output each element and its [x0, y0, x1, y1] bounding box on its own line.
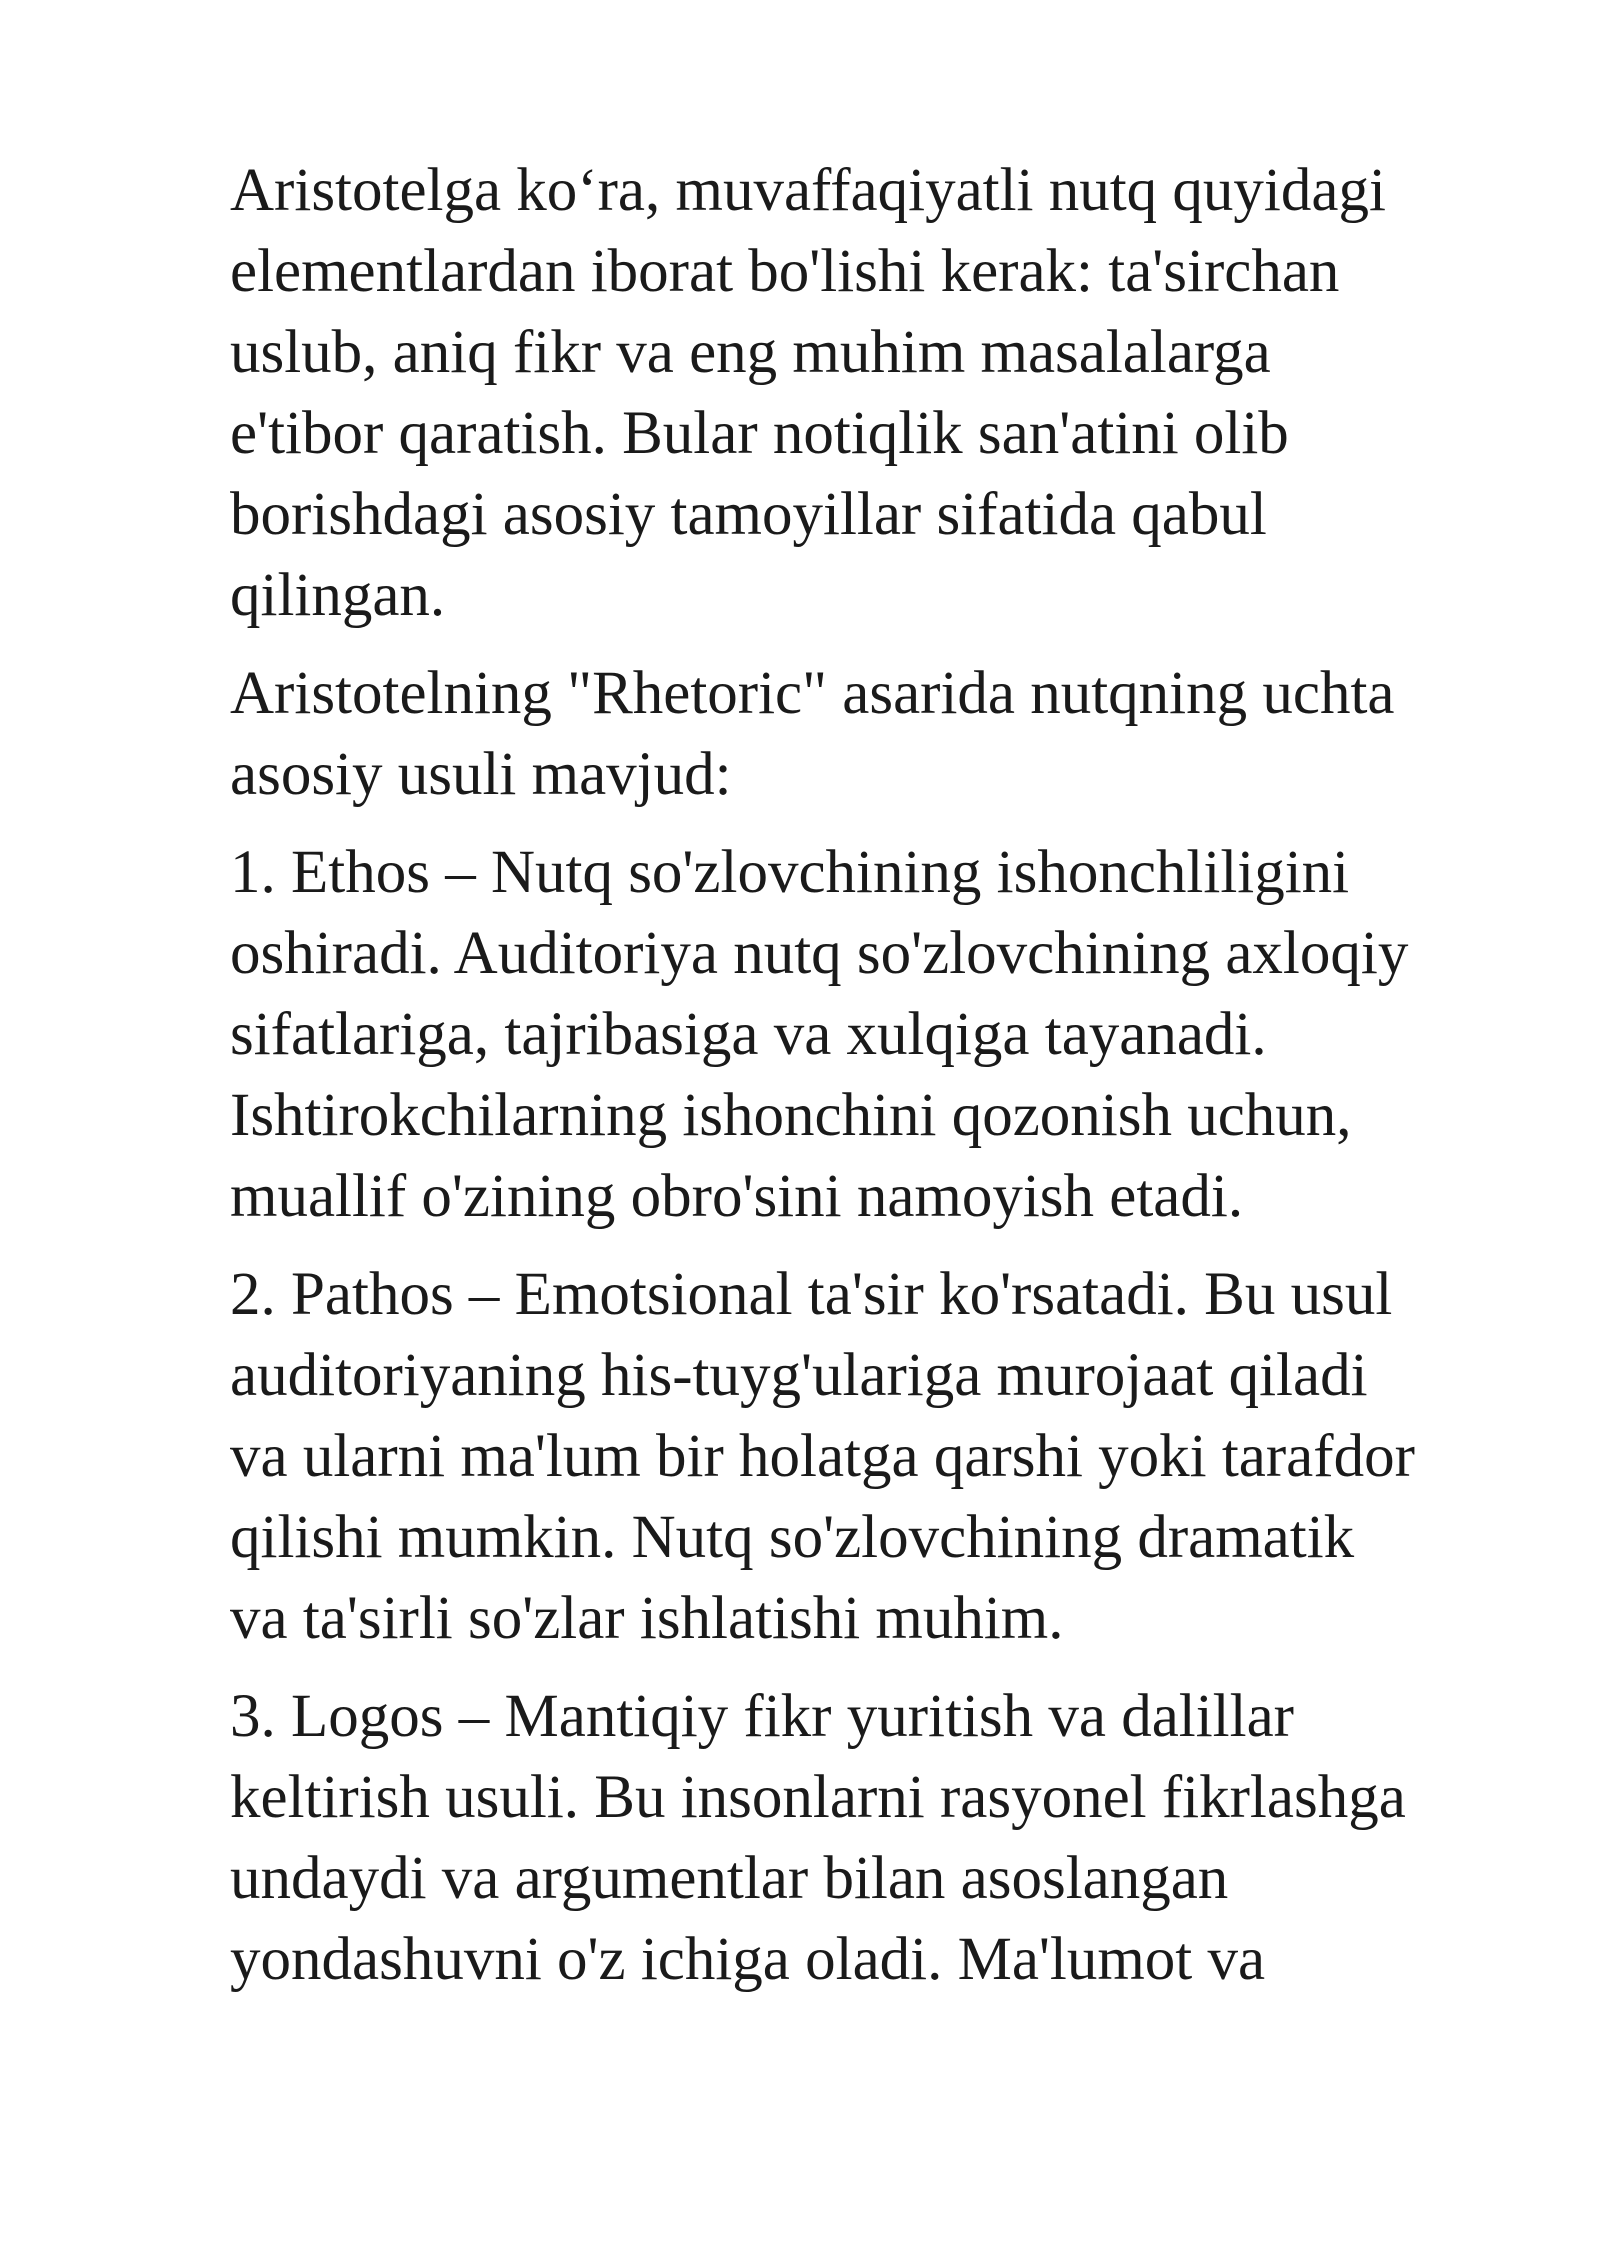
paragraph-logos: 3. Logos – Mantiqiy fikr yuritish va dalillar keltirish usuli. Bu insonlarni rasyonel fikrlashga undaydi va argumentlar bilan asoslangan yondashuvni o'z ichiga oladi. Ma'lumot va [230, 1683, 1406, 1993]
document-body [230, 150, 1530, 2017]
paragraph-intro: Aristotelga ko‘ra, muvaffaqiyatli nutq quyidagi elementlardan iborat bo'lishi kerak: ta'sirchan uslub, aniq fikr va eng muhim masalalarga e'tibor qaratish. Bular notiqlik san'atini olib borishdagi asosiy tamoyillar sifatida qabul qilingan. [230, 157, 1386, 629]
paragraph-ethos: 1. Ethos – Nutq so'zlovchining ishonchliligini oshiradi. Auditoriya nutq so'zlovchining axloqiy sifatlariga, tajribasiga va xulqiga tayanadi. Ishtirokchilarning ishonchini qozonish uchun, muallif o'zining obro'sini namoyish etadi. [230, 839, 1409, 1230]
paragraph-pathos: 2. Pathos – Emotsional ta'sir ko'rsatadi. Bu usul auditoriyaning his-tuyg'ulariga murojaat qiladi va ularni ma'lum bir holatga qarshi yoki tarafdor qilishi mumkin. Nutq so'zlovchining dramatik va ta'sirli so'zlar ishlatishi muhim. [230, 1261, 1415, 1652]
paragraph-rhetoric-methods: Aristotelning "Rhetoric" asarida nutqning uchta asosiy usuli mavjud: [230, 660, 1395, 808]
